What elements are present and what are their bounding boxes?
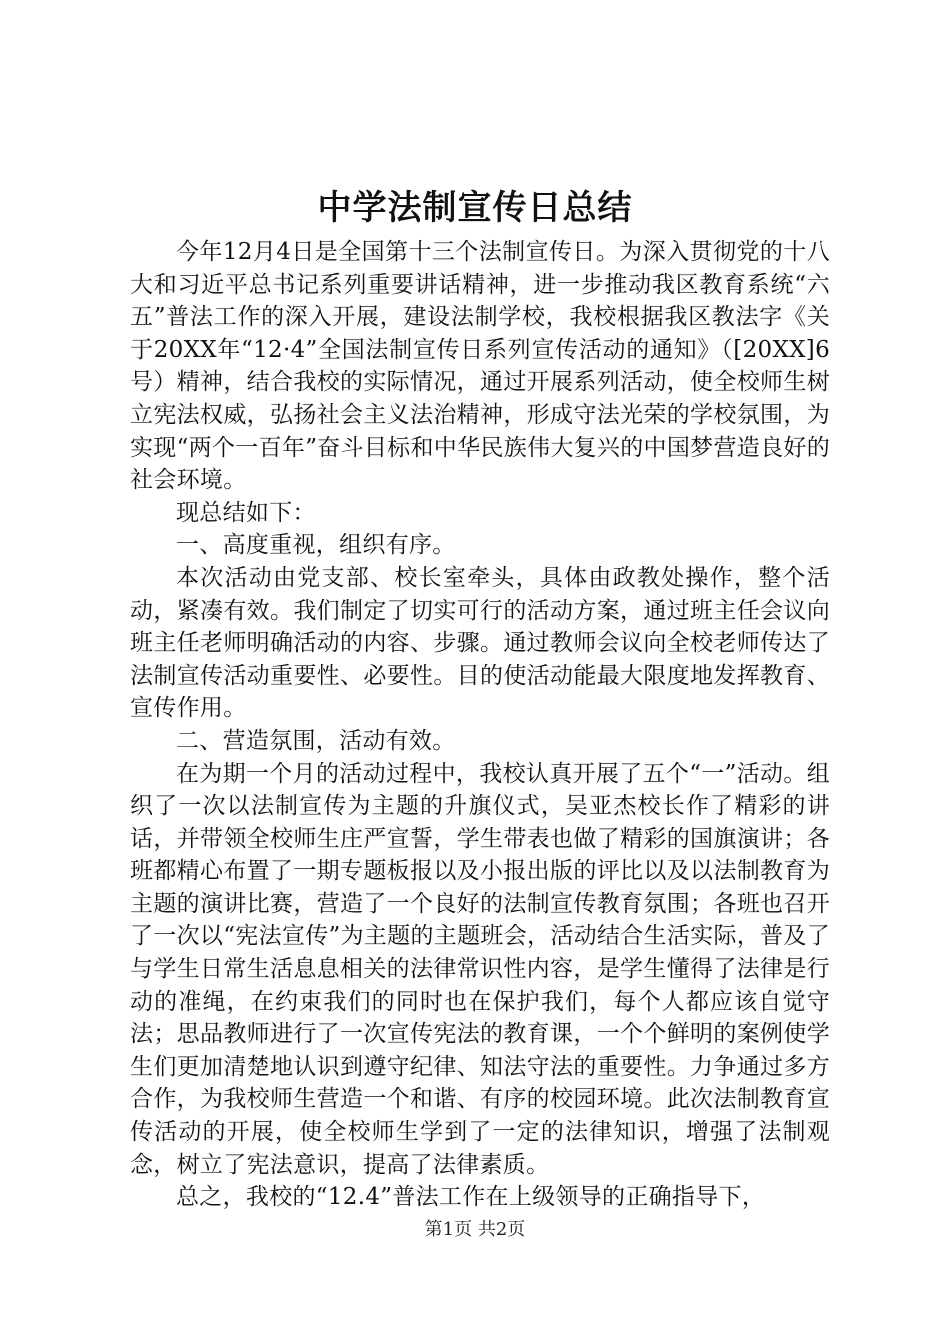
paragraph-section-1: 本次活动由党支部、校长室牵头，具体由政教处操作，整个活动，紧凑有效。我们制定了切实可行的活动方案，通过班主任会议向班主任老师明确活动的内容、步骤。通过教师会议向全校老师传达了法制宣传活动重要性、必要性。目的使活动能最大限度地发挥教育、宣传作用。	[130, 564, 830, 722]
paragraph-intro: 今年12月4日是全国第十三个法制宣传日。为深入贯彻党的十八大和习近平总书记系列重要讲话精神，进一步推动我区教育系统“六五”普法工作的深入开展，建设法制学校，我校根据我区教法字《关于20XX年“12·4”全国法制宣传日系列宣传活动的通知》（[20XX]6号）精神，结合我校的实际情况，通过开展系列活动，使全校师生树立宪法权威，弘扬社会主义法治精神，形成守法光荣的学校氛围，为实现“两个一百年”奋斗目标和中华民族伟大复兴的中国梦营造良好的社会环境。	[130, 239, 830, 494]
page-number-footer: 第1页 共2页	[424, 1219, 526, 1240]
paragraph-conclusion: 总之，我校的“12.4”普法工作在上级领导的正确指导下，	[176, 1184, 766, 1211]
paragraph-section-2: 在为期一个月的活动过程中，我校认真开展了五个“一”活动。组织了一次以法制宣传为主题的升旗仪式，吴亚杰校长作了精彩的讲话，并带领全校师生庄严宣誓，学生带表也做了精彩的国旗演讲；各班都精心布置了一期专题板报以及小报出版的评比以及以法制教育为主题的演讲比赛，营造了一个良好的法制宣传教育氛围；各班也召开了一次以“宪法宣传”为主题的主题班会，活动结合生活实际，普及了与学生日常生活息息相关的法律常识性内容，是学生懂得了法律是行动的准绳，在约束我们的同时也在保护我们，每个人都应该自觉守法；思品教师进行了一次宣传宪法的教育课，一个个鲜明的案例使学生们更加清楚地认识到遵守纪律、知法守法的重要性。力争通过多方合作，为我校师生营造一个和谐、有序的校园环境。此次法制教育宣传活动的开展，使全校师生学到了一定的法律知识，增强了法制观念，树立了宪法意识，提高了法律素质。	[130, 760, 830, 1178]
paragraph-summary-lead: 现总结如下：	[176, 499, 316, 526]
document-title: 中学法制宣传日总结	[317, 188, 633, 228]
section-heading-2: 二、营造氛围，活动有效。	[176, 727, 456, 754]
document-body	[130, 236, 830, 1214]
section-heading-1: 一、高度重视，组织有序。	[176, 532, 456, 559]
